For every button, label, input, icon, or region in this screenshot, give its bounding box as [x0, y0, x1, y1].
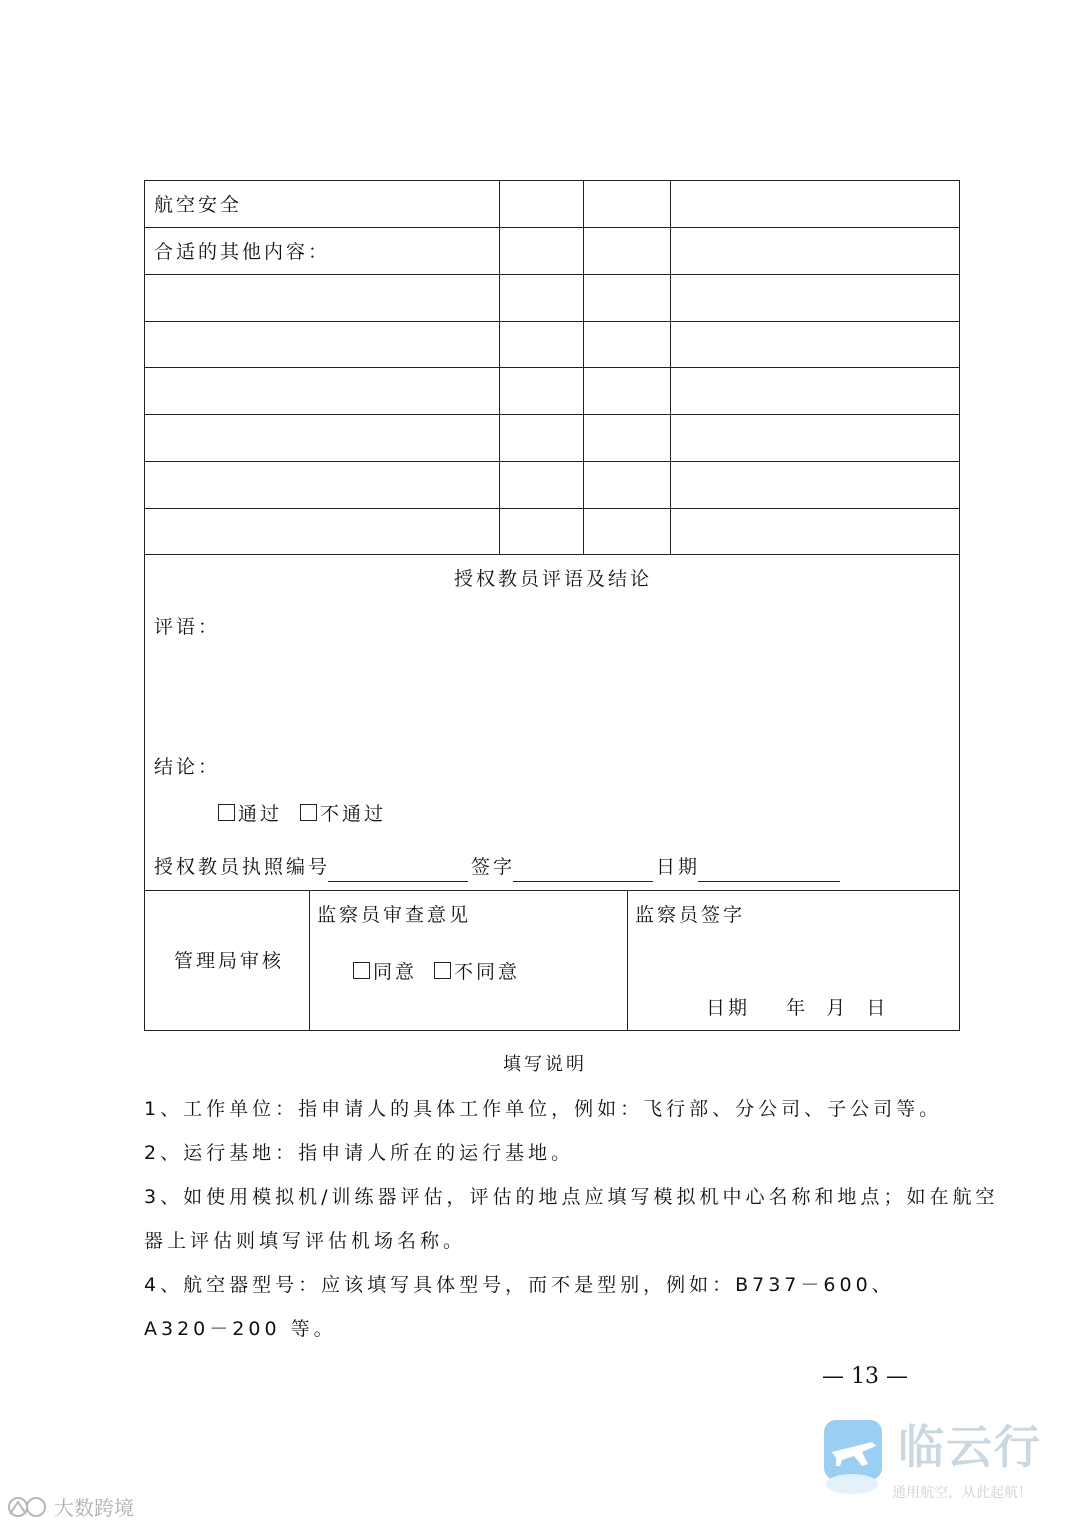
inspector-date-line: 日期 年 月 日	[706, 997, 889, 1019]
table-row-divider	[144, 890, 960, 891]
instruction-line: 4、航空器型号：应该填写具体型号，而不是型别，例如：B737－600、	[144, 1274, 895, 1296]
table-border-right	[959, 180, 960, 1031]
row-label-other-content: 合适的其他内容：	[154, 241, 331, 263]
pass-label: 通过	[238, 803, 283, 825]
table-row-divider	[144, 274, 960, 275]
inspector-signature-label: 监察员签字	[635, 904, 746, 926]
disagree-checkbox[interactable]	[434, 962, 451, 979]
table-row-divider	[144, 508, 960, 509]
signature-label: 签字	[471, 856, 516, 878]
table-row-divider	[144, 321, 960, 322]
table-row-divider	[144, 554, 960, 555]
date-label: 日期	[656, 856, 701, 878]
airplane-logo-icon	[822, 1418, 886, 1498]
instruction-line: A320－200 等。	[144, 1318, 337, 1340]
table-border-top	[144, 180, 960, 181]
watermark-right-title: 临云行	[898, 1420, 1042, 1474]
watermark-left	[6, 1492, 156, 1524]
instructor-section-title: 授权教员评语及结论	[454, 568, 653, 590]
license-number-field[interactable]	[328, 881, 468, 882]
inspector-opinion-label: 监察员审查意见	[317, 904, 472, 926]
signature-field[interactable]	[513, 881, 653, 882]
fail-label: 不通过	[320, 803, 387, 825]
disagree-option[interactable]	[434, 962, 520, 982]
date-field[interactable]	[698, 881, 840, 882]
table-col-divider	[583, 180, 584, 555]
agree-label: 同意	[373, 961, 418, 983]
table-row-divider	[144, 414, 960, 415]
instruction-line: 2、运行基地：指申请人所在的运行基地。	[144, 1142, 575, 1164]
pass-option[interactable]	[218, 804, 282, 824]
instructions-title: 填写说明	[503, 1054, 587, 1075]
fail-checkbox[interactable]	[300, 804, 317, 821]
table-row-divider	[144, 227, 960, 228]
table-row-divider	[144, 461, 960, 462]
agree-checkbox[interactable]	[353, 962, 370, 979]
table-col-divider	[309, 890, 310, 1031]
authority-review-label: 管理局审核	[174, 950, 285, 972]
table-col-divider	[670, 180, 671, 555]
row-label-aviation-safety: 航空安全	[154, 194, 243, 216]
instruction-line: 1、工作单位：指申请人的具体工作单位，例如：飞行部、分公司、子公司等。	[144, 1098, 943, 1120]
table-border-bottom	[144, 1030, 960, 1031]
conclusion-label: 结论：	[154, 756, 221, 778]
table-col-divider	[627, 890, 628, 1031]
table-border-left	[144, 180, 145, 1031]
fail-option[interactable]	[300, 804, 386, 824]
watermark-right-slogan: 通用航空，从此起航！	[892, 1485, 1032, 1501]
table-row-divider	[144, 367, 960, 368]
disagree-label: 不同意	[454, 961, 521, 983]
comments-label: 评语：	[154, 616, 221, 638]
agree-option[interactable]	[353, 962, 417, 982]
license-number-label: 授权教员执照编号	[154, 856, 331, 878]
table-col-divider	[499, 180, 500, 555]
pass-checkbox[interactable]	[218, 804, 235, 821]
instruction-line: 3、如使用模拟机/训练器评估，评估的地点应填写模拟机中心名称和地点；如在航空	[144, 1186, 999, 1208]
watermark-left-text: 大数跨境	[54, 1496, 134, 1520]
instruction-line: 器上评估则填写评估机场名称。	[144, 1230, 467, 1252]
watermark-logo-icon	[6, 1494, 52, 1520]
watermark-right	[822, 1418, 1072, 1522]
page-number: — 13 —	[822, 1364, 908, 1389]
